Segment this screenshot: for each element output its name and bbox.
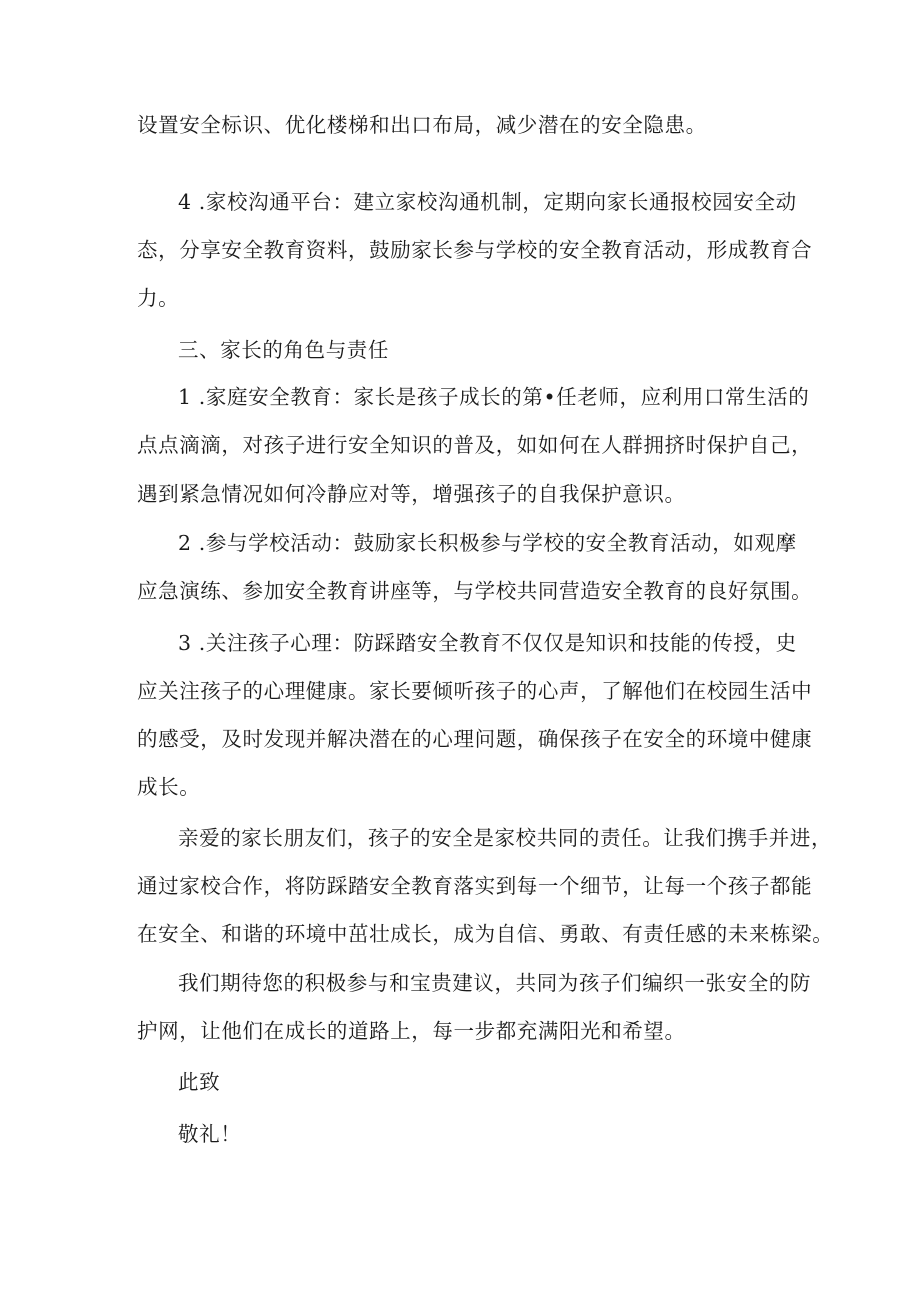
closing-salutation: 此致 (178, 1070, 221, 1094)
paragraph-line: 成长。 (137, 775, 201, 799)
paragraph-line: 3 .关注孩子心理：防踩踏安全教育不仅仅是知识和技能的传授，史 (178, 631, 797, 655)
paragraph-line: 应急演练、参加安全教育讲座等，与学校共同营造安全教育的良好氛围。 (137, 579, 813, 603)
paragraph-line: 力。 (137, 286, 180, 310)
paragraph-line: 我们期待您的积极参与和宝贵建议，共同为孩子们编织一张安全的防 (178, 971, 811, 995)
section-heading: 三、家长的角色与责任 (178, 338, 389, 362)
paragraph-line: 在安全、和谐的环境中茁壮成长，成为自信、勇敢、有责任感的未来栋梁。 (137, 922, 834, 946)
closing-regards: 敬礼！ (178, 1122, 242, 1146)
paragraph-line: 4 .家校沟通平台：建立家校沟通机制，定期向家长通报校园安全动 (178, 190, 797, 214)
paragraph-line: 通过家校合作，将防踩踏安全教育落实到每一个细节，让每一个孩子都能 (137, 874, 813, 898)
paragraph-line: 护网，让他们在成长的道路上，每一步都充满阳光和希望。 (137, 1019, 686, 1043)
paragraph-line: 1 .家庭安全教育：家长是孩子成长的第•任老师，应利用口常生活的 (178, 385, 810, 409)
paragraph-line: 设置安全标识、优化楼梯和出口布局，减少潜在的安全隐患。 (137, 113, 707, 137)
paragraph-line: 2 .参与学校活动：鼓励家长积极参与学校的安全教育活动，如观摩 (178, 531, 797, 555)
paragraph-line: 亲爱的家长朋友们，孩子的安全是家校共同的责任。让我们携手并进， (178, 826, 833, 850)
paragraph-line: 点点滴滴，对孩子进行安全知识的普及，如如何在人群拥挤时保护自己， (137, 433, 813, 457)
paragraph-line: 的感受，及时发现并解决潜在的心理问题，确保孩子在安全的环境中健康 (137, 727, 813, 751)
paragraph-line: 应关注孩子的心理健康。家长要倾听孩子的心声，了解他们在校园生活中 (137, 679, 813, 703)
paragraph-line: 态，分享安全教育资料，鼓励家长参与学校的安全教育活动，形成教育合 (137, 238, 813, 262)
paragraph-line: 遇到紧急情况如何冷静应对等，增强孩子的自我保护意识。 (137, 482, 686, 506)
